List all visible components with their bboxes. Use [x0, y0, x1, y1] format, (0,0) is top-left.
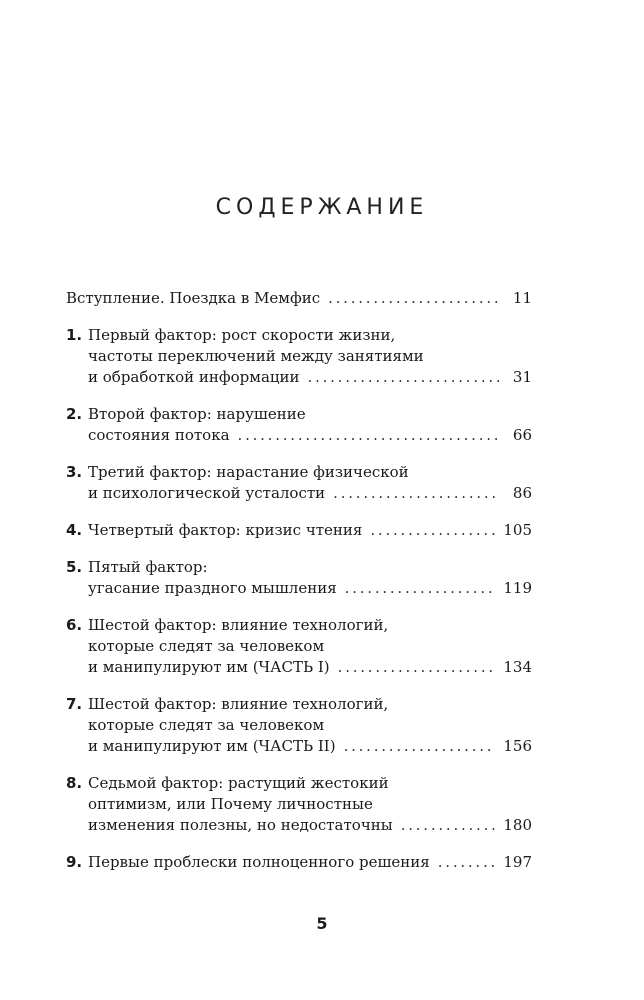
toc-leader-dots [338, 657, 496, 678]
toc-entry-page: 197 [503, 853, 532, 871]
toc-entry-title: Первый фактор: рост скорости жизни, [88, 326, 396, 344]
toc-leader-dots [370, 520, 495, 541]
toc-entry-title: которые следят за человеком [88, 637, 325, 655]
toc-entry-title: Четвертый фактор: кризис чтения [88, 521, 363, 539]
toc-entry-page: 11 [512, 289, 532, 307]
toc-entry-line [66, 288, 532, 309]
toc-entry-title: Второй фактор: нарушение [88, 405, 306, 423]
toc-entry-title: и обработкой информации [88, 368, 300, 386]
toc-entry-line [66, 615, 532, 636]
toc-entry-title: Пятый фактор: [88, 558, 208, 576]
toc-leader-dots [345, 578, 496, 599]
table-of-contents [66, 288, 532, 873]
toc-entry-number: 7. [66, 695, 83, 713]
toc-entry-number: 5. [66, 558, 83, 576]
toc-entry-title: и психологической усталости [88, 484, 326, 502]
toc-entry [66, 615, 532, 678]
toc-entry-page: 119 [503, 579, 532, 597]
toc-entry-line [66, 657, 532, 678]
toc-leader-dots [438, 852, 496, 873]
toc-leader-dots [401, 815, 496, 836]
toc-entry-line [66, 404, 532, 425]
toc-entry-page: 180 [503, 816, 532, 834]
toc-entry-line [66, 425, 532, 446]
toc-entry-line [66, 773, 532, 794]
toc-entry-title: и манипулируют им (ЧАСТЬ I) [88, 658, 330, 676]
toc-entry [66, 557, 532, 599]
toc-entry [66, 852, 532, 873]
toc-entry [66, 404, 532, 446]
toc-entry-number: 4. [66, 521, 83, 539]
toc-entry-line [66, 794, 532, 815]
toc-entry-line [66, 520, 532, 541]
toc-entry-title: Шестой фактор: влияние технологий, [88, 695, 389, 713]
toc-entry-line [66, 557, 532, 578]
toc-entry-number: 6. [66, 616, 83, 634]
page-title: СОДЕРЖАНИЕ [215, 194, 429, 220]
toc-entry-line [66, 636, 532, 657]
toc-entry-title: состояния потока [88, 426, 230, 444]
toc-leader-dots [344, 736, 496, 757]
toc-entry-page: 105 [503, 521, 532, 539]
toc-entry-line [66, 736, 532, 757]
toc-entry [66, 694, 532, 757]
toc-leader-dots [238, 425, 500, 446]
toc-entry-line [66, 715, 532, 736]
toc-entry-number: 2. [66, 405, 83, 423]
toc-entry-page: 156 [503, 737, 532, 755]
toc-entry-page: 86 [512, 484, 532, 502]
toc-entry-title: Первые проблески полноценного решения [88, 853, 430, 871]
toc-entry-line [66, 462, 532, 483]
toc-leader-dots [333, 483, 500, 504]
toc-leader-dots [308, 367, 500, 388]
toc-entry-number: 9. [66, 853, 83, 871]
toc-entry-title: оптимизм, или Почему личностные [88, 795, 373, 813]
toc-entry-line [66, 852, 532, 873]
toc-entry-title: угасание праздного мышления [88, 579, 337, 597]
toc-entry-line [66, 367, 532, 388]
toc-entry [66, 288, 532, 309]
toc-entry-page: 66 [512, 426, 532, 444]
toc-entry-title: Третий фактор: нарастание физической [88, 463, 409, 481]
toc-leader-dots [328, 288, 500, 309]
page-number: 5 [316, 914, 328, 933]
toc-entry [66, 462, 532, 504]
toc-entry-number: 3. [66, 463, 83, 481]
toc-entry-line [66, 815, 532, 836]
toc-entry [66, 520, 532, 541]
toc-entry-title: и манипулируют им (ЧАСТЬ II) [88, 737, 336, 755]
toc-entry [66, 325, 532, 388]
toc-entry-line [66, 325, 532, 346]
toc-entry-number: 8. [66, 774, 83, 792]
toc-entry-line [66, 346, 532, 367]
toc-entry [66, 773, 532, 836]
toc-entry-line [66, 694, 532, 715]
toc-entry-title: которые следят за человеком [88, 716, 325, 734]
toc-entry-title: изменения полезны, но недостаточны [88, 816, 393, 834]
toc-entry-title: частоты переключений между занятиями [88, 347, 424, 365]
toc-entry-line [66, 578, 532, 599]
toc-entry-title: Седьмой фактор: растущий жестокий [88, 774, 389, 792]
toc-entry-title: Шестой фактор: влияние технологий, [88, 616, 389, 634]
toc-entry-page: 31 [512, 368, 532, 386]
toc-entry-line [66, 483, 532, 504]
toc-entry-number: 1. [66, 326, 83, 344]
toc-entry-page: 134 [503, 658, 532, 676]
toc-entry-title: Вступление. Поездка в Мемфис [66, 289, 321, 307]
